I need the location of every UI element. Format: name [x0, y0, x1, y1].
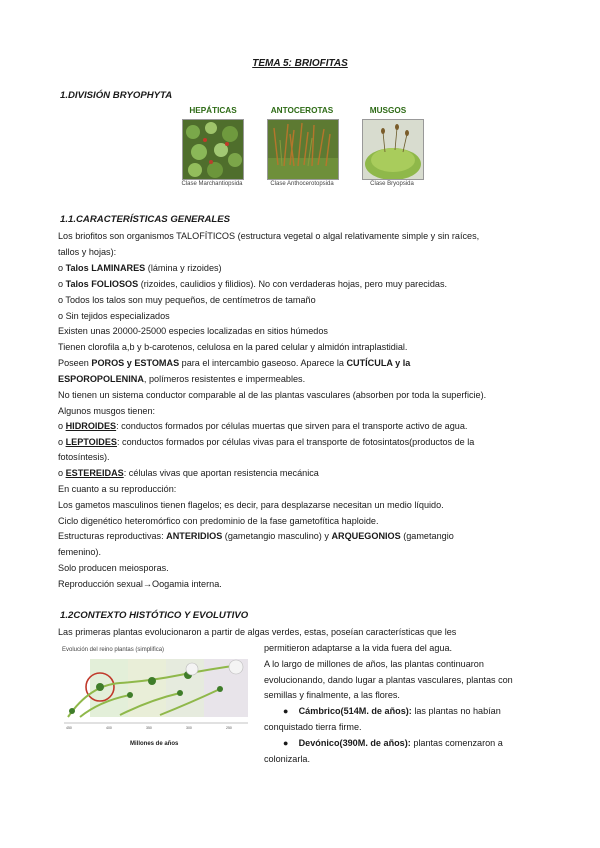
- page-title: TEMA 5: BRIOFITAS: [252, 58, 348, 69]
- caption-antocerotas: Clase Anthocerotopsida: [270, 181, 334, 187]
- figure-axis-label: Millones de años: [130, 741, 179, 747]
- antocerotas-image: [267, 119, 339, 180]
- paragraph-line: A lo largo de millones de años, las plantas continuaron: [264, 659, 484, 669]
- paragraph-line: Poseen POROS y ESTOMAS para el intercambio gaseoso. Aparece la CUTÍCULA y la: [58, 358, 411, 368]
- section-heading-caracteristicas: 1.1.CARACTERÍSTICAS GENERALES: [60, 214, 231, 225]
- svg-text:300: 300: [186, 726, 192, 730]
- paragraph-line: Estructuras reproductivas: ANTERIDIOS (gametangio masculino) y ARQUEGONIOS (gametangio: [58, 531, 454, 541]
- paragraph-line: Tienen clorofila a,b y b-carotenos, celulosa en la pared celular y almidón intraplastidial.: [58, 342, 408, 352]
- svg-text:250: 250: [226, 726, 232, 730]
- bullet-dot-icon: ●: [283, 706, 289, 716]
- paragraph-line: Reproducción sexual→Oogamia interna.: [58, 579, 222, 589]
- bullet-item: o HIDROIDES: conductos formados por células muertas que sirven para el transporte activo de agua.: [58, 421, 468, 431]
- paragraph-line: femenino).: [58, 547, 101, 557]
- paragraph-line: Ciclo digenético heteromórfico con predominio de la fase gametofítica haploide.: [58, 516, 379, 526]
- evolution-figure: [60, 645, 250, 753]
- bullet-item: o ESTEREIDAS: células vivas que aportan resistencia mecánica: [58, 468, 319, 478]
- bullet-item: o Talos LAMINARES (lámina y rizoides): [58, 263, 222, 273]
- paragraph-line: semillas y finalmente, a las flores.: [264, 690, 400, 700]
- paragraph-line: Algunos musgos tienen:: [58, 406, 156, 416]
- svg-text:400: 400: [106, 726, 112, 730]
- bullet-item: o Sin tejidos especializados: [58, 311, 170, 321]
- paragraph-line: Los gametos masculinos tienen flagelos; es decir, para desplazarse necesitan un medio líquido.: [58, 500, 444, 510]
- section-heading-division: 1.DIVISIÓN BRYOPHYTA: [60, 90, 173, 101]
- bullet-item: ● Devónico(390M. de años): plantas comenzaron a: [283, 738, 503, 748]
- paragraph-line: permitieron adaptarse a la vida fuera del agua.: [264, 643, 453, 653]
- paragraph-line: colonizarla.: [264, 754, 310, 764]
- bullet-dot-icon: ●: [283, 738, 289, 748]
- musgos-image: [362, 119, 424, 180]
- bullet-item: o Talos FOLIOSOS (rizoides, caulidios y filidios). No con verdaderas hojas, pero muy parecidas.: [58, 279, 448, 289]
- group-label-hepaticas: HEPÁTICAS: [189, 106, 237, 115]
- paragraph-line: tallos y hojas):: [58, 247, 117, 257]
- svg-text:450: 450: [66, 726, 72, 730]
- bullet-item: ● Cámbrico(514M. de años): las plantas no habían: [283, 706, 501, 716]
- caption-hepaticas: Clase Marchantiopsida: [181, 181, 243, 187]
- bullet-item: o LEPTOIDES: conductos formados por células vivas para el transporte de fotosintatos(productos de la: [58, 437, 475, 447]
- group-label-musgos: MUSGOS: [369, 106, 407, 115]
- figure-title: Evolución del reino plantas (simplifica): [62, 647, 165, 653]
- moss-illustration: [363, 120, 423, 179]
- plant-evolution-diagram: [60, 645, 250, 753]
- bullet-item: o Todos los talos son muy pequeños, de centímetros de tamaño: [58, 295, 316, 305]
- hepaticas-image: [182, 119, 244, 180]
- paragraph-line: En cuanto a su reproducción:: [58, 484, 177, 494]
- paragraph-line: Existen unas 20000-25000 especies localizadas en sitios húmedos: [58, 326, 328, 336]
- svg-text:350: 350: [146, 726, 152, 730]
- hornwort-illustration: [268, 120, 338, 179]
- caption-musgos: Clase Bryopsida: [370, 181, 414, 187]
- paragraph-line: conquistado tierra firme.: [264, 722, 362, 732]
- paragraph-line: ESPOROPOLENINA, polímeros resistentes e impermeables.: [58, 374, 306, 384]
- paragraph-line: Las primeras plantas evolucionaron a partir de algas verdes, estas, poseían características que les: [58, 627, 457, 637]
- paragraph-line: No tienen un sistema conductor comparable al de las plantas vasculares (absorben por toda la superficie).: [58, 390, 487, 400]
- section-heading-contexto: 1.2CONTEXTO HISTÓTICO Y EVOLUTIVO: [60, 610, 249, 621]
- group-label-antocerotas: ANTOCEROTAS: [270, 106, 334, 115]
- liverwort-illustration: [183, 120, 243, 179]
- paragraph-line: evolucionando, dando lugar a plantas vasculares, plantas con: [264, 675, 513, 685]
- paragraph-line: Solo producen meiosporas.: [58, 563, 169, 573]
- paragraph-line: fotosíntesis).: [58, 452, 110, 462]
- paragraph-line: Los briofitos son organismos TALOFÍTICOS (estructura vegetal o algal relativamente simple y sin raíces,: [58, 231, 480, 241]
